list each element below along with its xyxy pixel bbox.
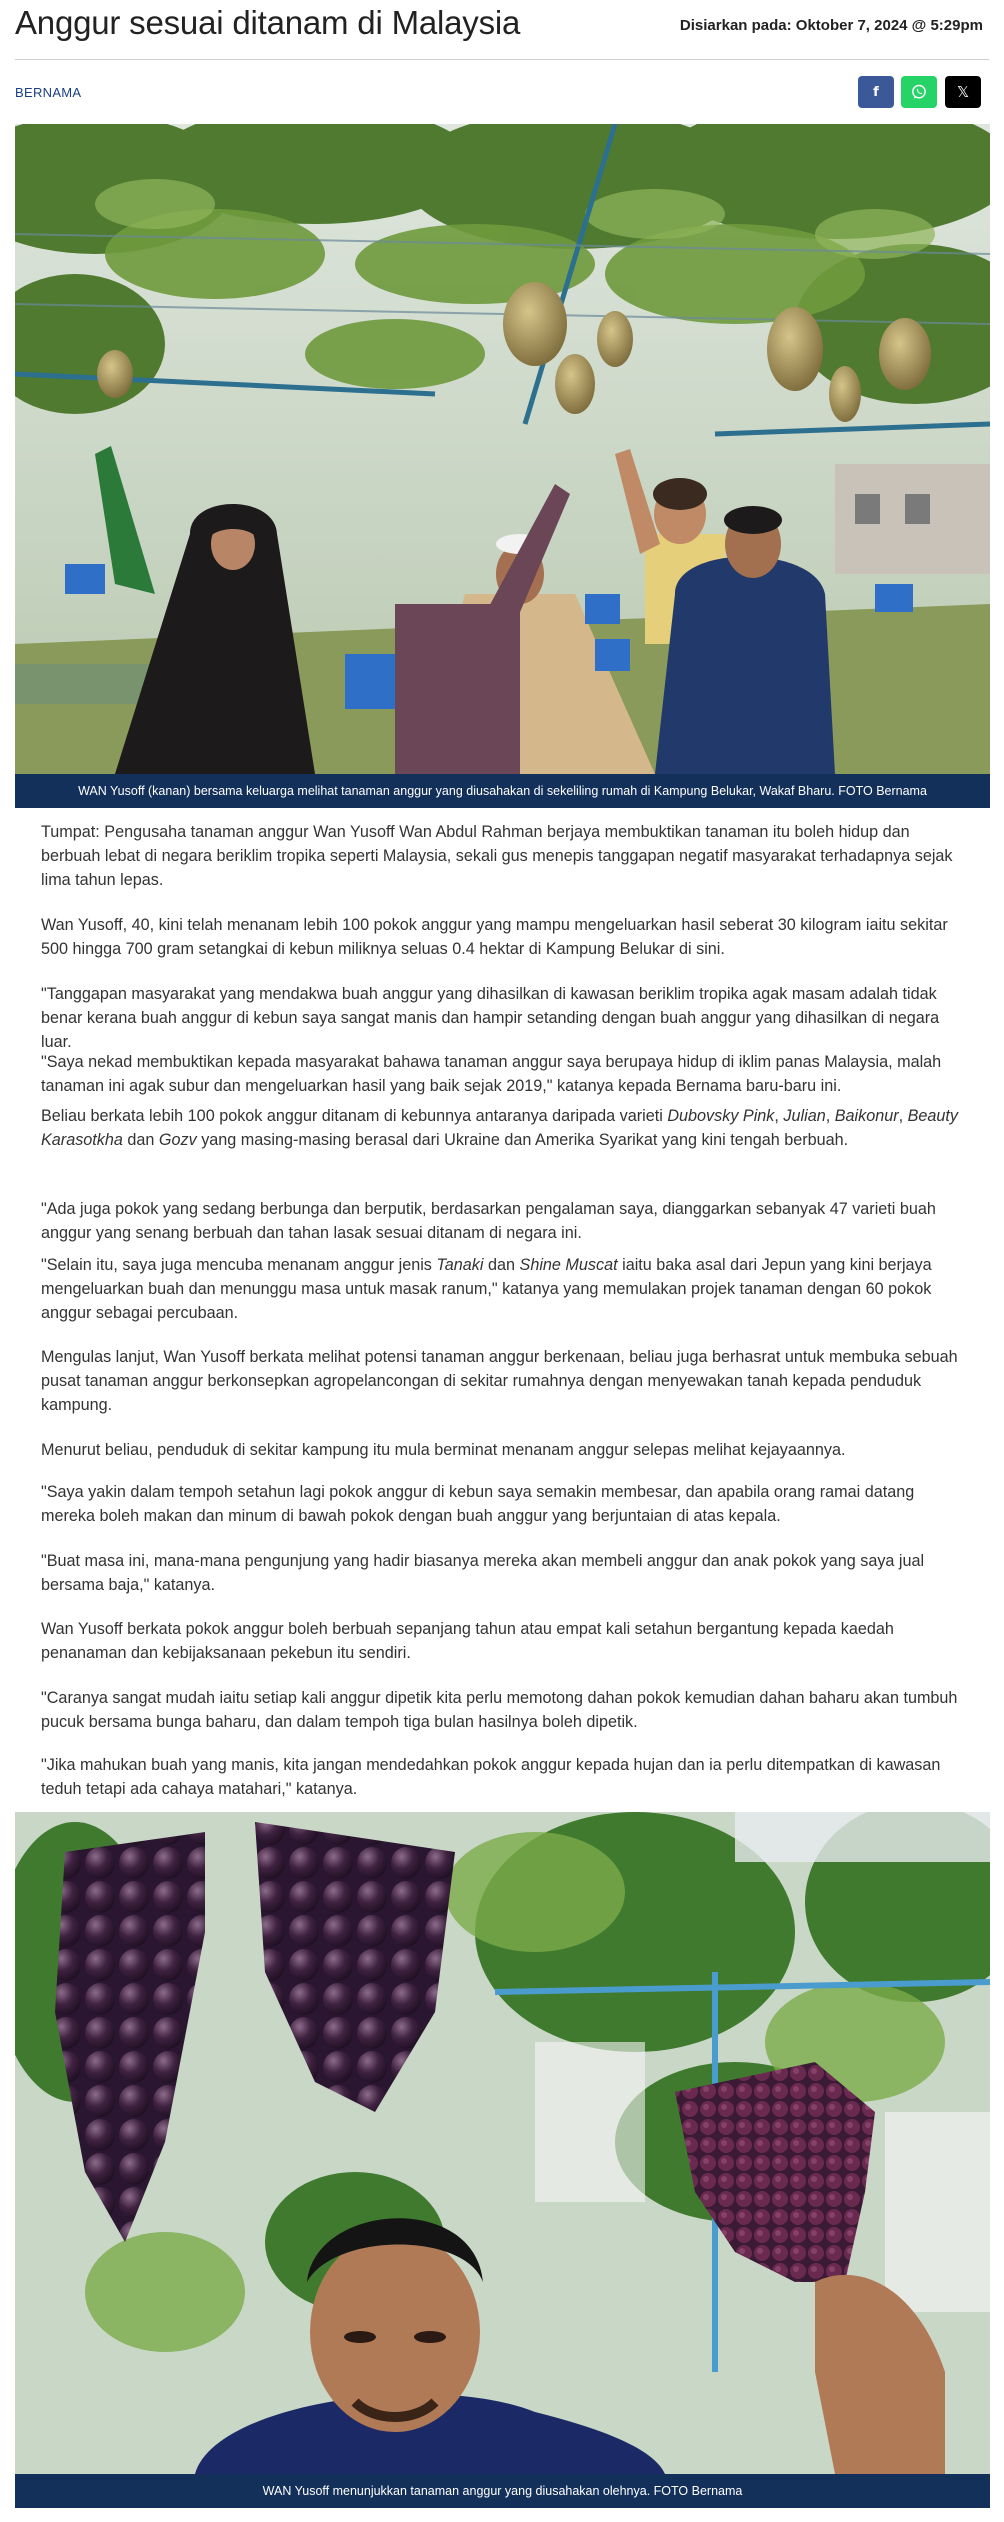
grapes-closeup-figure	[15, 1812, 990, 2508]
variety-name: Dubovsky Pink	[667, 1107, 775, 1125]
paragraph	[41, 1104, 966, 1152]
paragraph: "Saya yakin dalam tempoh setahun lagi pokok anggur di kebun saya semakin membesar, dan apabila orang ramai datang mereka boleh makan dan minum di bawah pokok dengan buah anggur yang berjuntaian di atas kepala.	[41, 1483, 915, 1525]
hero-figure	[15, 124, 990, 808]
article-title: Anggur sesuai ditanam di Malaysia	[15, 4, 521, 41]
text: ,	[898, 1107, 908, 1125]
x-twitter-icon: 𝕏	[956, 83, 970, 101]
byline-source[interactable]: BERNAMA	[15, 85, 82, 100]
variety-name: Shine Muscat	[519, 1256, 618, 1274]
share-whatsapp-button[interactable]	[901, 76, 937, 108]
variety-name: Gozv	[158, 1131, 197, 1149]
paragraph: "Jika mahukan buah yang manis, kita jangan mendedahkan pokok anggur kepada hujan dan ia perlu ditempatkan di kawasan teduh tetapi ada cahaya matahari," katanya.	[41, 1756, 941, 1798]
paragraph: "Tanggapan masyarakat yang mendakwa buah anggur yang dihasilkan di kawasan beriklim tropika agak masam adalah tidak benar kerana buah anggur di kebun saya sangat manis dan hampir setanding dengan buah anggur yang dihasilkan di negara luar.	[41, 985, 940, 1051]
text: dan	[483, 1256, 520, 1274]
text: ,	[825, 1107, 835, 1125]
text: "Selain itu, saya juga mencuba menanam anggur jenis	[41, 1256, 437, 1274]
publish-date: Disiarkan pada: Oktober 7, 2024 @ 5:29pm	[679, 17, 983, 34]
hero-caption: WAN Yusoff (kanan) bersama keluarga melihat tanaman anggur yang diusahakan di sekeliling rumah di Kampung Belukar, Wakaf Bharu. FOTO Bernama	[15, 774, 990, 808]
text: dan	[122, 1131, 159, 1149]
paragraph: Mengulas lanjut, Wan Yusoff berkata melihat potensi tanaman anggur berkenaan, beliau juga berhasrat untuk membuka sebuah pusat tanaman anggur berkonsepkan agropelancongan di sekitar rumahnya dengan menyewakan tanah kepada penduduk kampung.	[41, 1348, 958, 1414]
paragraph: Wan Yusoff, 40, kini telah menanam lebih 100 pokok anggur yang mampu mengeluarkan hasil seberat 30 kilogram iaitu sekitar 500 hingga 700 gram setangkai di kebun miliknya seluas 0.4 hektar di Kampung Belukar di sini.	[41, 916, 948, 958]
variety-name: Tanaki	[436, 1256, 484, 1274]
text: Beliau berkata lebih 100 pokok anggur ditanam di kebunnya antaranya daripada varieti	[41, 1107, 668, 1125]
text: yang masing-masing berasal dari Ukraine dan Amerika Syarikat yang kini tengah berbuah.	[196, 1131, 849, 1149]
paragraph: "Saya nekad membuktikan kepada masyarakat bahawa tanaman anggur saya berupaya hidup di iklim panas Malaysia, malah tanaman ini agak subur dan mengeluarkan hasil yang baik sejak 2019," katanya kepada Bernama baru-baru ini.	[41, 1053, 942, 1095]
paragraph: Tumpat: Pengusaha tanaman anggur Wan Yusoff Wan Abdul Rahman berjaya membuktikan tanaman itu boleh hidup dan berbuah lebat di negara beriklim tropika seperti Malaysia, sekali gus menepis tanggapan negatif masyarakat terhadapnya sejak lima tahun lepas.	[41, 823, 953, 889]
paragraph: "Ada juga pokok yang sedang berbunga dan berputik, berdasarkan pengalaman saya, dianggarkan sebanyak 47 varieti buah anggur yang senang berbuah dan tahan lasak sesuai ditanam di negara ini.	[41, 1200, 936, 1242]
variety-name: Julian	[783, 1107, 826, 1125]
grape-orchard-family-photo	[15, 124, 990, 774]
paragraph: Menurut beliau, penduduk di sekitar kampung itu mula berminat menanam anggur selepas melihat kejayaannya.	[41, 1441, 846, 1459]
article-header	[15, 0, 989, 60]
closeup-caption: WAN Yusoff menunjukkan tanaman anggur yang diusahakan olehnya. FOTO Bernama	[15, 2474, 990, 2508]
share-facebook-button[interactable]	[858, 76, 894, 108]
facebook-icon: f	[873, 84, 879, 100]
share-x-button[interactable]	[945, 76, 981, 108]
variety-name: Baikonur	[834, 1107, 899, 1125]
text: iaitu baka asal dari Jepun yang kini berjaya mengeluarkan buah dan menunggu masa untuk masak ranum," katanya yang memulakan projek tanaman dengan 60 pokok anggur sebagai percubaan.	[41, 1256, 932, 1322]
man-holding-grapes-photo	[15, 1812, 990, 2474]
paragraph: "Caranya sangat mudah iaitu setiap kali anggur dipetik kita perlu memotong dahan pokok kemudian dahan baharu akan tumbuh pucuk bersama bunga baharu, dan dalam tempoh tiga bulan hasilnya boleh dipetik.	[41, 1689, 958, 1731]
whatsapp-icon	[910, 83, 928, 101]
variety-name: Beauty Karasotkha	[41, 1107, 958, 1149]
paragraph: "Buat masa ini, mana-mana pengunjung yang hadir biasanya mereka akan membeli anggur dan anak pokok yang saya jual bersama baja," katanya.	[41, 1552, 925, 1594]
paragraph	[41, 1253, 966, 1325]
paragraph: Wan Yusoff berkata pokok anggur boleh berbuah sepanjang tahun atau empat kali setahun bergantung kepada kaedah penanaman dan kebijaksanaan pekebun itu sendiri.	[41, 1620, 894, 1662]
text: ,	[774, 1107, 784, 1125]
